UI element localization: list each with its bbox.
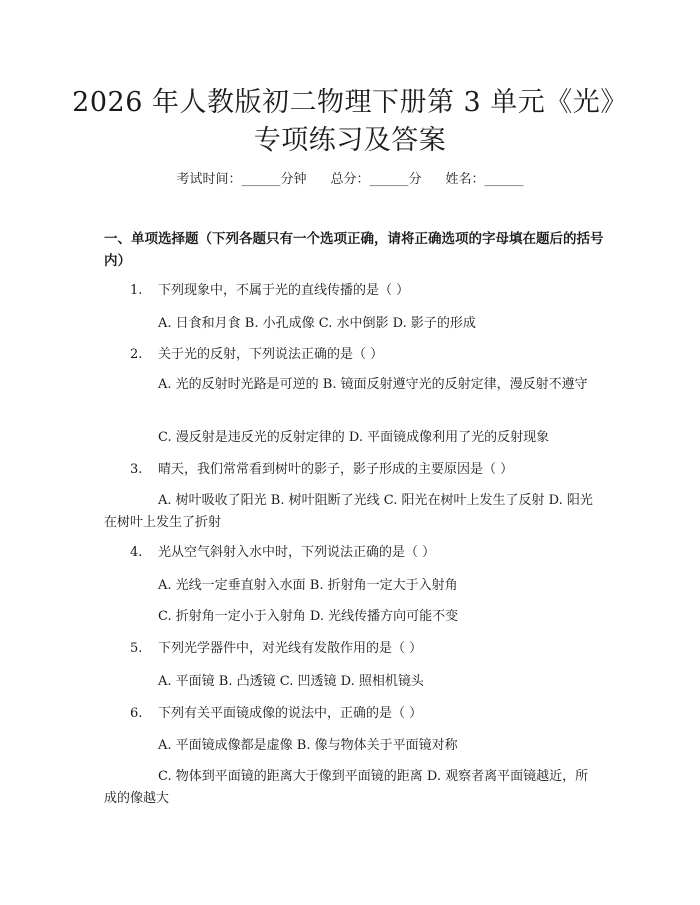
total-score-label: 总分：______分 [330, 172, 422, 187]
question-2-options-a: A. 光的反射时光路是可逆的 B. 镜面反射遵守光的反射定律，漫反射不遵守 [158, 377, 588, 392]
document-title-line1: 2026 年人教版初二物理下册第 3 单元《光》 [72, 87, 628, 118]
question-5 [104, 638, 599, 660]
question-6-options-a: A. 平面镜成像都是虚像 B. 像与物体关于平面镜对称 [158, 738, 458, 753]
question-4-options-a: A. 光线一定垂直射入水面 B. 折射角一定大于入射角 [158, 578, 458, 593]
question-number: 3. [130, 462, 143, 477]
question-2 [104, 344, 599, 366]
exam-info-row [0, 168, 700, 187]
document-title-line2: 专项练习及答案 [253, 125, 447, 156]
question-number: 2. [130, 347, 143, 362]
exam-time-label: 考试时间：______分钟 [176, 172, 307, 187]
question-number: 6. [130, 706, 143, 721]
question-number: 5. [130, 641, 143, 656]
section-heading: 一、单项选择题（下列各题只有一个选项正确，请将正确选项的字母填在题后的括号内） [104, 231, 604, 269]
question-number: 1. [130, 283, 143, 298]
question-2-options-b: C. 漫反射是违反光的反射定律的 D. 平面镜成像利用了光的反射现象 [158, 430, 550, 445]
question-number: 4. [130, 545, 143, 560]
question-4-options-b: C. 折射角一定小于入射角 D. 光线传播方向可能不变 [158, 609, 459, 624]
question-3-options: A. 树叶吸收了阳光 B. 树叶阻断了光线 C. 阳光在树叶上发生了反射 D. 阳光在树叶上发生了折射 [104, 493, 593, 530]
question-text: 光从空气斜射入水中时，下列说法正确的是（ ） [158, 545, 436, 560]
question-text: 下列有关平面镜成像的说法中，正确的是（ ） [158, 706, 423, 721]
question-text: 晴天，我们常常看到树叶的影子，影子形成的主要原因是（ ） [158, 462, 514, 477]
question-5-options: A. 平面镜 B. 凸透镜 C. 凹透镜 D. 照相机镜头 [158, 674, 424, 689]
question-3 [104, 459, 599, 481]
question-text: 下列光学器件中，对光线有发散作用的是（ ） [158, 641, 423, 656]
question-4 [104, 542, 599, 564]
question-1 [104, 280, 599, 302]
student-name-label: 姓名：______ [445, 172, 524, 187]
question-text: 关于光的反射，下列说法正确的是（ ） [158, 347, 384, 362]
question-6-options-b: C. 物体到平面镜的距离大于像到平面镜的距离 D. 观察者离平面镜越近，所成的像越大 [104, 769, 589, 806]
question-1-options: A. 日食和月食 B. 小孔成像 C. 水中倒影 D. 影子的形成 [158, 316, 476, 331]
question-text: 下列现象中，不属于光的直线传播的是（ ） [158, 283, 410, 298]
question-6 [104, 703, 599, 725]
